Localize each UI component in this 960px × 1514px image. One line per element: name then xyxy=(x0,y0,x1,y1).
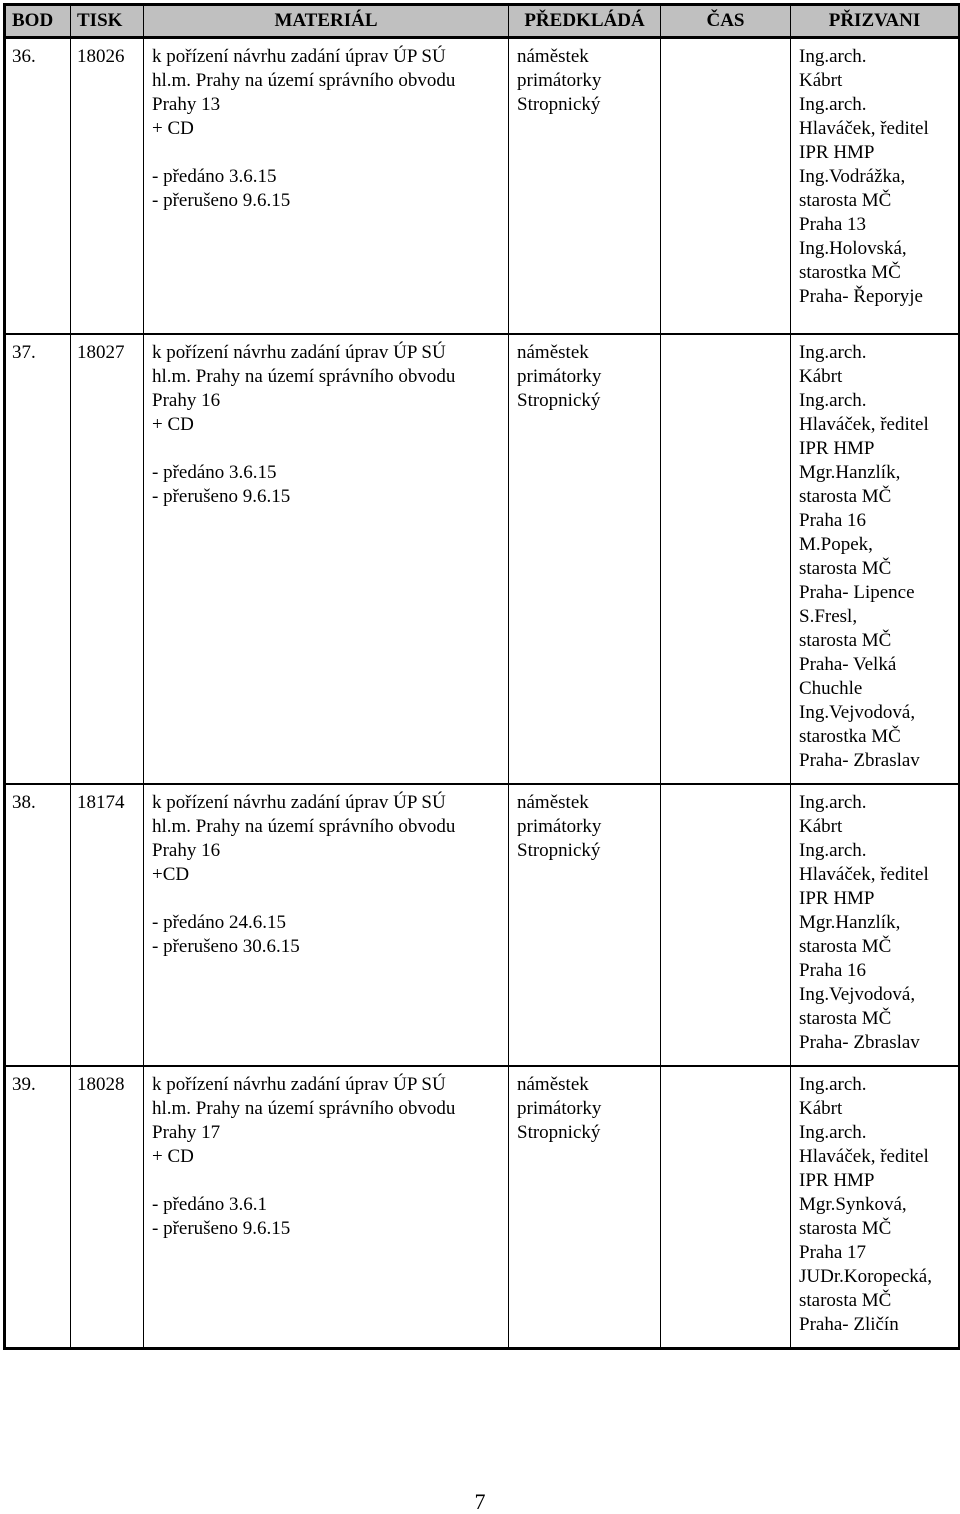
prizvani-line: starostka MČ xyxy=(799,262,901,283)
predklada-line: primátorky xyxy=(517,816,602,837)
cell-cas xyxy=(661,334,791,784)
cell-tisk: 18027 xyxy=(71,334,144,784)
material-line: Prahy 16 xyxy=(152,390,221,411)
cell-bod: 38. xyxy=(5,784,71,1066)
cell-prizvani xyxy=(791,784,960,1066)
prizvani-line: starosta MČ xyxy=(799,630,892,651)
prizvani-line: Kábrt xyxy=(799,1098,843,1119)
cell-cas xyxy=(661,38,791,335)
prizvani-line: Praha- Velká xyxy=(799,654,897,675)
prizvani-line: IPR HMP xyxy=(799,1170,875,1191)
note-line: - přerušeno 9.6.15 xyxy=(152,1218,291,1239)
material-line: hl.m. Prahy na území správního obvodu xyxy=(152,366,456,387)
prizvani-line: starosta MČ xyxy=(799,190,892,211)
predklada-line: Stropnický xyxy=(517,840,601,861)
prizvani-line: Ing.Vejvodová, xyxy=(799,702,916,723)
cell-material xyxy=(144,334,509,784)
prizvani-line: JUDr.Koropecká, xyxy=(799,1266,932,1287)
material-line: Prahy 17 xyxy=(152,1122,221,1143)
prizvani-line: starosta MČ xyxy=(799,1008,892,1029)
prizvani-line: Ing.arch. xyxy=(799,390,867,411)
table-row xyxy=(5,334,960,784)
material-line: k pořízení návrhu zadání úprav ÚP SÚ xyxy=(152,342,446,363)
cell-predklada xyxy=(509,334,661,784)
prizvani-line: S.Fresl, xyxy=(799,606,858,627)
predklada-line: primátorky xyxy=(517,1098,602,1119)
predklada-line: primátorky xyxy=(517,366,602,387)
predklada-line: Stropnický xyxy=(517,1122,601,1143)
prizvani-line: Kábrt xyxy=(799,70,843,91)
prizvani-line: M.Popek, xyxy=(799,534,873,555)
prizvani-line: Hlaváček, ředitel xyxy=(799,118,929,139)
prizvani-line: Praha- Zbraslav xyxy=(799,750,920,771)
predklada-line: Stropnický xyxy=(517,390,601,411)
predklada-line: náměstek xyxy=(517,46,589,67)
note-line: - předáno 24.6.15 xyxy=(152,912,287,933)
material-line: + CD xyxy=(152,1146,194,1167)
prizvani-line: starosta MČ xyxy=(799,936,892,957)
prizvani-line: Ing.arch. xyxy=(799,792,867,813)
page-number: 7 xyxy=(474,1489,486,1514)
prizvani-line: Kábrt xyxy=(799,816,843,837)
note-line: - předáno 3.6.1 xyxy=(152,1194,268,1215)
table-row xyxy=(5,1066,960,1349)
header-material: MATERIÁL xyxy=(144,5,509,38)
cell-tisk: 18028 xyxy=(71,1066,144,1349)
prizvani-line: Mgr.Hanzlík, xyxy=(799,912,901,933)
prizvani-line: Praha- Lipence xyxy=(799,582,915,603)
cell-prizvani xyxy=(791,334,960,784)
predklada-line: Stropnický xyxy=(517,94,601,115)
prizvani-line: Praha- Zbraslav xyxy=(799,1032,920,1053)
agenda-table xyxy=(3,3,960,1350)
prizvani-line: Kábrt xyxy=(799,366,843,387)
cell-predklada xyxy=(509,784,661,1066)
prizvani-line: Ing.arch. xyxy=(799,1122,867,1143)
prizvani-line: Praha 17 xyxy=(799,1242,867,1263)
header-tisk: TISK xyxy=(71,5,144,38)
note-line: - předáno 3.6.15 xyxy=(152,166,277,187)
cell-prizvani xyxy=(791,1066,960,1349)
cell-predklada xyxy=(509,38,661,335)
prizvani-line: Ing.Vejvodová, xyxy=(799,984,916,1005)
prizvani-line: IPR HMP xyxy=(799,438,875,459)
prizvani-line: starosta MČ xyxy=(799,558,892,579)
header-prizvani: PŘIZVANI xyxy=(791,5,960,38)
table-body xyxy=(5,38,960,1349)
note-line: - předáno 3.6.15 xyxy=(152,462,277,483)
material-line: k pořízení návrhu zadání úprav ÚP SÚ xyxy=(152,792,446,813)
prizvani-line: Mgr.Synková, xyxy=(799,1194,907,1215)
prizvani-line: Hlaváček, ředitel xyxy=(799,1146,929,1167)
prizvani-line: starostka MČ xyxy=(799,726,901,747)
material-line: hl.m. Prahy na území správního obvodu xyxy=(152,816,456,837)
prizvani-line: Ing.arch. xyxy=(799,1074,867,1095)
material-line: +CD xyxy=(152,864,190,885)
cell-tisk: 18026 xyxy=(71,38,144,335)
cell-cas xyxy=(661,784,791,1066)
cell-tisk: 18174 xyxy=(71,784,144,1066)
note-line: - přerušeno 30.6.15 xyxy=(152,936,300,957)
prizvani-line: Ing.Vodrážka, xyxy=(799,166,906,187)
table-row xyxy=(5,38,960,335)
prizvani-line: starosta MČ xyxy=(799,1218,892,1239)
prizvani-line: Hlaváček, ředitel xyxy=(799,864,929,885)
material-line: k pořízení návrhu zadání úprav ÚP SÚ xyxy=(152,46,446,67)
prizvani-line: Praha 16 xyxy=(799,510,867,531)
cell-material xyxy=(144,1066,509,1349)
cell-bod: 39. xyxy=(5,1066,71,1349)
predklada-line: náměstek xyxy=(517,1074,589,1095)
prizvani-line: Hlaváček, ředitel xyxy=(799,414,929,435)
prizvani-line: starosta MČ xyxy=(799,486,892,507)
note-line: - přerušeno 9.6.15 xyxy=(152,190,291,211)
header-row xyxy=(5,5,960,38)
predklada-line: náměstek xyxy=(517,792,589,813)
table-row xyxy=(5,784,960,1066)
note-line: - přerušeno 9.6.15 xyxy=(152,486,291,507)
prizvani-line: Ing.arch. xyxy=(799,94,867,115)
header-bod: BOD xyxy=(5,5,71,38)
header-cas: ČAS xyxy=(661,5,791,38)
material-line: + CD xyxy=(152,118,194,139)
prizvani-line: Mgr.Hanzlík, xyxy=(799,462,901,483)
prizvani-line: IPR HMP xyxy=(799,142,875,163)
prizvani-line: starosta MČ xyxy=(799,1290,892,1311)
material-line: Prahy 16 xyxy=(152,840,221,861)
material-line: hl.m. Prahy na území správního obvodu xyxy=(152,70,456,91)
predklada-line: náměstek xyxy=(517,342,589,363)
prizvani-line: IPR HMP xyxy=(799,888,875,909)
cell-cas xyxy=(661,1066,791,1349)
prizvani-line: Ing.arch. xyxy=(799,840,867,861)
predklada-line: primátorky xyxy=(517,70,602,91)
prizvani-line: Praha 16 xyxy=(799,960,867,981)
material-line: + CD xyxy=(152,414,194,435)
material-line: Prahy 13 xyxy=(152,94,221,115)
material-line: k pořízení návrhu zadání úprav ÚP SÚ xyxy=(152,1074,446,1095)
material-line: hl.m. Prahy na území správního obvodu xyxy=(152,1098,456,1119)
prizvani-line: Praha 13 xyxy=(799,214,867,235)
table-header xyxy=(5,5,960,38)
prizvani-line: Praha- Zličín xyxy=(799,1314,899,1335)
cell-material xyxy=(144,38,509,335)
prizvani-line: Ing.arch. xyxy=(799,342,867,363)
cell-bod: 36. xyxy=(5,38,71,335)
cell-predklada xyxy=(509,1066,661,1349)
cell-material xyxy=(144,784,509,1066)
cell-bod: 37. xyxy=(5,334,71,784)
prizvani-line: Chuchle xyxy=(799,678,863,699)
cell-prizvani xyxy=(791,38,960,335)
prizvani-line: Ing.Holovská, xyxy=(799,238,907,259)
prizvani-line: Praha- Řeporyje xyxy=(799,286,923,307)
prizvani-line: Ing.arch. xyxy=(799,46,867,67)
header-predklada: PŘEDKLÁDÁ xyxy=(509,5,661,38)
